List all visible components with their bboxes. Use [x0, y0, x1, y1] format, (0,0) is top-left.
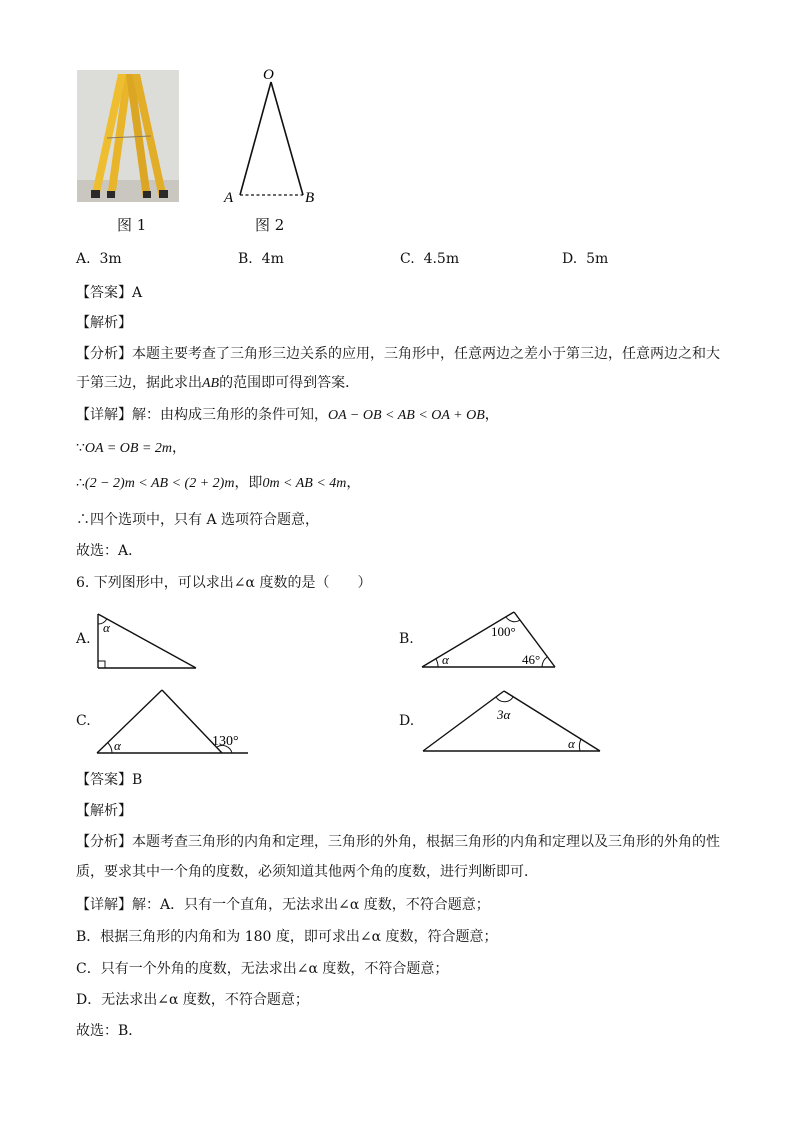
q6-label-d: D. — [399, 713, 415, 729]
q5-xiangjie-line5: 故选：A． — [76, 543, 143, 559]
q6-xiangjie-line-b: B．根据三角形的内角和为 180 度，即可求出∠α 度数，符合题意； — [76, 929, 498, 945]
q5-xiangjie-line2: ∵OA = OB = 2m， — [76, 440, 186, 456]
fig2-caption: 图 2 — [255, 216, 285, 234]
q6-fig-c — [92, 686, 252, 758]
q5-fenxi-line2: 于第三边，据此求出AB的范围即可得到答案． — [76, 375, 360, 391]
ladder-photo — [77, 70, 179, 202]
q6-xiangjie-line1: 【详解】解：A．只有一个直角，无法求出∠α 度数，不符合题意； — [76, 897, 490, 913]
q6-fig-b — [418, 606, 560, 672]
q6-xiangjie-line-c: C．只有一个外角的度数，无法求出∠α 度数，不符合题意； — [76, 961, 449, 977]
q5-xiangjie-line1: 【详解】解：由构成三角形的条件可知，OA − OB < AB < OA + OB， — [76, 407, 499, 423]
q6-fig-a — [92, 610, 202, 672]
q5-option-d: D. 5m — [562, 251, 609, 267]
q6-answer: 【答案】B — [76, 772, 143, 788]
ladder-illustration — [77, 70, 179, 202]
q5-option-c: C. 4.5m — [400, 251, 460, 267]
q6-label-a: A. — [76, 631, 91, 647]
q5-option-b: B. 4m — [238, 251, 284, 267]
q6-fig-a-alpha: α — [103, 620, 110, 635]
q6-fig-c-alpha: α — [114, 738, 121, 753]
q5-answer: 【答案】A — [76, 285, 143, 301]
q5-xiangjie-line4: ∴四个选项中，只有 A 选项符合题意， — [76, 512, 320, 528]
q6-stem: 6. 下列图形中，可以求出∠α 度数的是（ ） — [76, 575, 372, 591]
q6-label-b: B. — [399, 631, 414, 647]
q6-fig-b-alpha: α — [442, 652, 449, 667]
fig2-label-o: O — [263, 67, 274, 83]
q5-option-a: A. 3m — [76, 251, 122, 267]
q6-fenxi-line1: 【分析】本题考查三角形的内角和定理，三角形的外角，根据三角形的内角和定理以及三角形的外角的性 — [76, 834, 720, 850]
fig1-caption: 图 1 — [117, 216, 147, 234]
q6-xiangjie-line-end: 故选：B． — [76, 1023, 143, 1039]
q6-xiangjie-line-d: D．无法求出∠α 度数，不符合题意； — [76, 992, 309, 1008]
q6-fig-d — [418, 686, 604, 756]
q6-label-c: C. — [76, 713, 91, 729]
q6-fig-c-ext: 130° — [212, 734, 239, 749]
q6-fig-d-alpha: α — [568, 736, 575, 751]
q6-fig-d-top: 3α — [497, 707, 511, 722]
q5-xiangjie-line3: ∴(2 − 2)m < AB < (2 + 2)m，即0m < AB < 4m， — [76, 475, 361, 491]
q5-fenxi-line1: 【分析】本题主要考查了三角形三边关系的应用，三角形中，任意两边之差小于第三边，任意两边之和大 — [76, 346, 720, 362]
fig2-triangle — [215, 62, 325, 212]
fig2-label-a: A — [224, 190, 234, 206]
q6-fig-b-right: 46° — [522, 652, 541, 667]
q5-analysis-tag: 【解析】 — [76, 315, 132, 331]
q6-analysis-tag: 【解析】 — [76, 803, 132, 819]
fig2-label-b: B — [305, 190, 315, 206]
q6-fenxi-line2: 质，要求其中一个角的度数，必须知道其他两个角的度数，进行判断即可． — [76, 864, 538, 880]
q6-fig-b-top: 100° — [491, 624, 516, 639]
